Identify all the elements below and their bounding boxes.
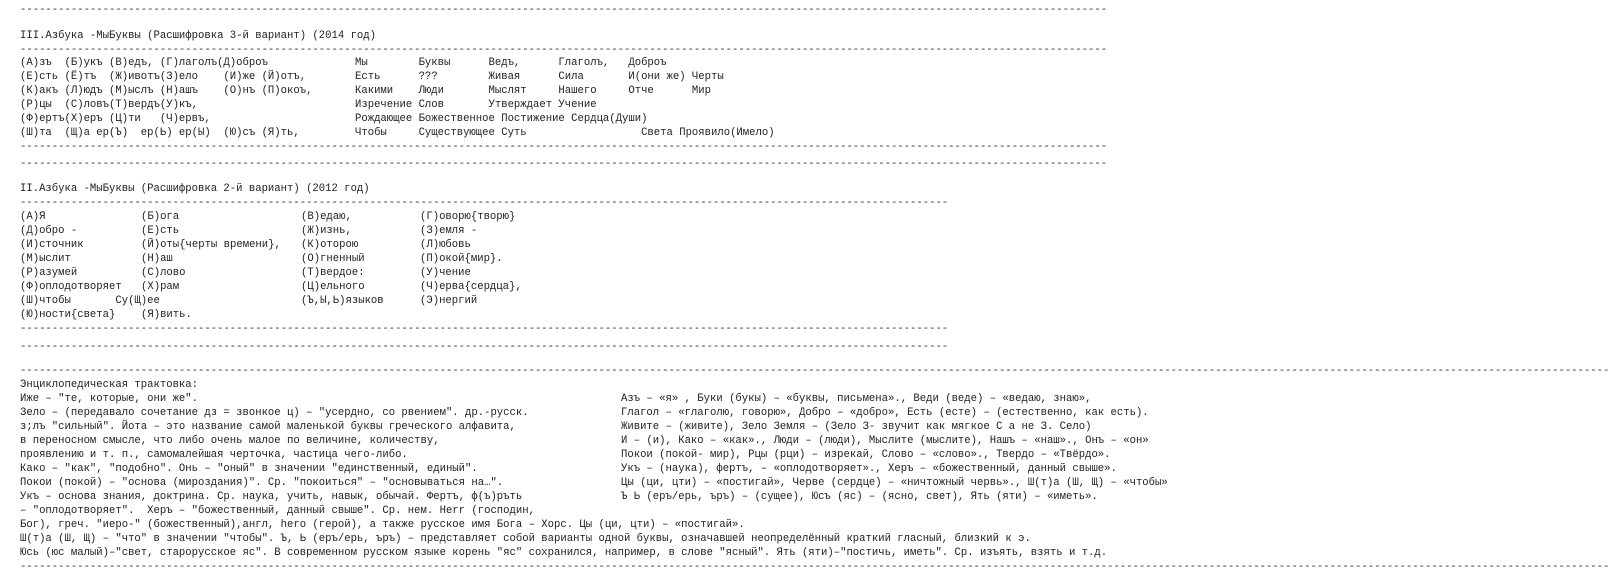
words-row: Какими Люди Мыслят Нашего Отче Мир bbox=[355, 85, 712, 97]
left-paragraph-line: з;лъ "сильный". Йота – это название самой маленькой буквы греческого алфавита, bbox=[20, 421, 516, 433]
left-paragraph-line: проявлению и т. п., самомалейшая черточка, частица чего-либо. bbox=[20, 449, 408, 461]
table-cell: (М)ыслит bbox=[20, 253, 71, 265]
table-cell: (Б)ога bbox=[141, 211, 180, 223]
rule: --------------------------------------------------------------------------------------------------------------------------------------------------------------------------- bbox=[20, 158, 1108, 170]
letters-row: (Ш)та (Щ)а ер(Ъ) ер(Ь) ер(Ы) (Ю)съ (Я)ть, bbox=[20, 127, 300, 139]
left-paragraph-line: Покои (покой) – "основа (мироздания)". Ср. "покоиться" – "основываться на…". bbox=[20, 477, 504, 489]
table-cell: (Р)азумей bbox=[20, 267, 78, 279]
right-paragraph-line: Цы (ци, цти) – «постигай», Черве (сердце) – «ничтожный червь»., Ш(т)а (Ш, Щ) – «чтобы» bbox=[621, 477, 1168, 489]
words-row: Изречение Слов Утверждает Учение bbox=[355, 99, 597, 111]
rule: --------------------------------------------------------------------------------------------------------------------------------------------------------------------------- bbox=[20, 141, 1108, 153]
paragraph-line: Бог), греч. "иеро-" (божественный),англ, hero (герой), а также русское имя Бога – Хорс. Цы (ци, цти) – «постигай». bbox=[20, 519, 745, 531]
table-cell: (Ц)ельного bbox=[301, 281, 365, 293]
letters-row: (А)зъ (Б)укъ (В)едъ, (Г)лаголъ(Д)оброъ bbox=[20, 57, 268, 69]
words-row: Мы Буквы Ведъ, Глаголъ, Доброъ bbox=[355, 57, 667, 69]
right-paragraph-line: Покои (покой- мир), Рцы (рци) – изрекай, Слово – «слово»., Твердо – «Твёрдо». bbox=[621, 449, 1111, 461]
right-paragraph-line: Азъ – «я» , Буки (букы) – «буквы, письмена»., Веди (веде) – «ведаю, знаю», bbox=[621, 393, 1092, 405]
table-cell: (Ю)ности{света} bbox=[20, 309, 116, 321]
table-cell: (Ч)ерва{сердца}, bbox=[420, 281, 522, 293]
rule: --------------------------------------------------------------------------------------------------------------------------------------------------------------------------- bbox=[20, 4, 1108, 16]
words-row: Есть ??? Живая Сила И(они же) Черты bbox=[355, 71, 724, 83]
table-cell: (Ъ,Ы,Ь)языков bbox=[301, 295, 384, 307]
section-title: III.Азбука -МыБуквы (Расшифровка 3-й вариант) (2014 год) bbox=[20, 30, 377, 42]
table-cell: (О)гненный bbox=[301, 253, 365, 265]
table-cell: (Э)нергий bbox=[420, 295, 478, 307]
right-paragraph-line: Глагол – «глаголю, говорю», Добро – «добро», Есть (есте) – (естественно, как есть). bbox=[621, 407, 1149, 419]
table-cell: (Н)аш bbox=[141, 253, 173, 265]
letters-row: (Е)сть (Ё)тъ (Ж)ивотъ(З)ело (И)же (Й)отъ, bbox=[20, 71, 307, 83]
table-cell: (С)лово bbox=[141, 267, 186, 279]
rule: -------------------------------------------------------------------------------------------------------------------------------------------------- bbox=[20, 341, 949, 353]
table-cell: (Е)сть bbox=[141, 225, 180, 237]
table-cell: (Д)обро - bbox=[20, 225, 78, 237]
left-paragraph-line: в переносном смысле, что либо очень малое по величине, количеству, bbox=[20, 435, 440, 447]
rule: --------------------------------------------------------------------------------------------------------------------------------------------------------------------------- bbox=[20, 44, 1108, 56]
table-cell: (Ш)чтобы Су(Щ)ее bbox=[20, 295, 160, 307]
table-cell: (З)емля - bbox=[420, 225, 478, 237]
words-row: Рождающее Божественное Постижение Сердца(Души) bbox=[355, 113, 648, 125]
table-cell: (Ф)оплодотворяет bbox=[20, 281, 122, 293]
table-cell: (Я)вить. bbox=[141, 309, 192, 321]
table-cell: (В)едаю, bbox=[301, 211, 352, 223]
right-paragraph-line: И – (и), Како – «как»., Люди – (люди), Мыслите (мыслите), Нашъ – «наш»., Онъ – «он» bbox=[621, 435, 1149, 447]
section-heading: Энциклопедическая трактовка: bbox=[20, 379, 199, 391]
left-paragraph-line: Иже – "те, которые, они же". bbox=[20, 393, 199, 405]
table-cell: (Л)юбовь bbox=[420, 239, 471, 251]
table-cell: (Т)вердое: bbox=[301, 267, 365, 279]
table-cell: (П)окой{мир}. bbox=[420, 253, 503, 265]
letters-row: (Р)цы (С)ловъ(Т)вердъ(У)къ, bbox=[20, 99, 199, 111]
right-paragraph-line: Живите – (живите), Зело Земля – (Зело З- звучит как мягкое С а не З. Село) bbox=[621, 421, 1092, 433]
table-cell: (Ж)изнь, bbox=[301, 225, 352, 237]
rule: ---------------------------------------------------------------------------------------------------------------------------------------------------------------------------------------------------------------------------------------------------------- bbox=[20, 561, 1609, 573]
letters-row: (Ф)ертъ(Х)еръ (Ц)ти (Ч)ервъ, bbox=[20, 113, 211, 125]
left-paragraph-line: – "оплодотворяет". Херъ – "божественный, данный свыше". Ср. нем. Herr (господин, bbox=[20, 505, 535, 517]
table-cell: (Й)оты{черты времени}, bbox=[141, 239, 281, 251]
left-paragraph-line: Зело – (передавало сочетание дз = звонкое ц) – "усердно, со рвением". др.-русск. bbox=[20, 407, 529, 419]
section-title: II.Азбука -МыБуквы (Расшифровка 2-й вариант) (2012 год) bbox=[20, 183, 370, 195]
table-cell: (Х)рам bbox=[141, 281, 180, 293]
table-cell: (Г)оворю{творю} bbox=[420, 211, 516, 223]
words-row: Чтобы Существующее Суть Света Проявило(Имело) bbox=[355, 127, 775, 139]
table-cell: (У)чение bbox=[420, 267, 471, 279]
paragraph-line: Юсь (юс малый)–"свет, старорусское яс". В современном русском языке корень "яс" сохранился, например, в слове "ясный". Ять (яти)–"постичь, иметь". Ср. изъять, взять и т.д. bbox=[20, 547, 1108, 559]
left-paragraph-line: Укъ – основа знания, доктрина. Ср. наука, учить, навык, обычай. Фертъ, ф(ъ)ръть bbox=[20, 491, 523, 503]
paragraph-line: Ш(т)а (Ш, Щ) – "что" в значении "чтобы". Ъ, Ь (еръ/ерь, ъръ) – представляет собой варианты одной буквы, означавшей неопределённый краткий гласный, близкий к э. bbox=[20, 533, 1031, 545]
left-paragraph-line: Како – "как", "подобно". Онь – "оный" в значении "единственный, единый". bbox=[20, 463, 478, 475]
rule: -------------------------------------------------------------------------------------------------------------------------------------------------- bbox=[20, 323, 949, 335]
table-cell: (А)Я bbox=[20, 211, 46, 223]
right-paragraph-line: Ъ Ь (еръ/ерь, ъръ) – (сущее), Юсъ (яс) – (ясно, свет), Ять (яти) – «иметь». bbox=[621, 491, 1098, 503]
table-cell: (И)сточник bbox=[20, 239, 84, 251]
rule: ---------------------------------------------------------------------------------------------------------------------------------------------------------------------------------------------------------------------------------------------------------- bbox=[20, 365, 1609, 377]
right-paragraph-line: Укъ – (наука), фертъ, – «оплодотворяет»., Херъ – «божественный, данный свыше». bbox=[621, 463, 1117, 475]
rule: -------------------------------------------------------------------------------------------------------------------------------------------------- bbox=[20, 197, 949, 209]
letters-row: (К)акъ (Л)юдъ (М)ыслъ (Н)ашъ (О)нъ (П)окоъ, bbox=[20, 85, 313, 97]
table-cell: (К)оторою bbox=[301, 239, 359, 251]
